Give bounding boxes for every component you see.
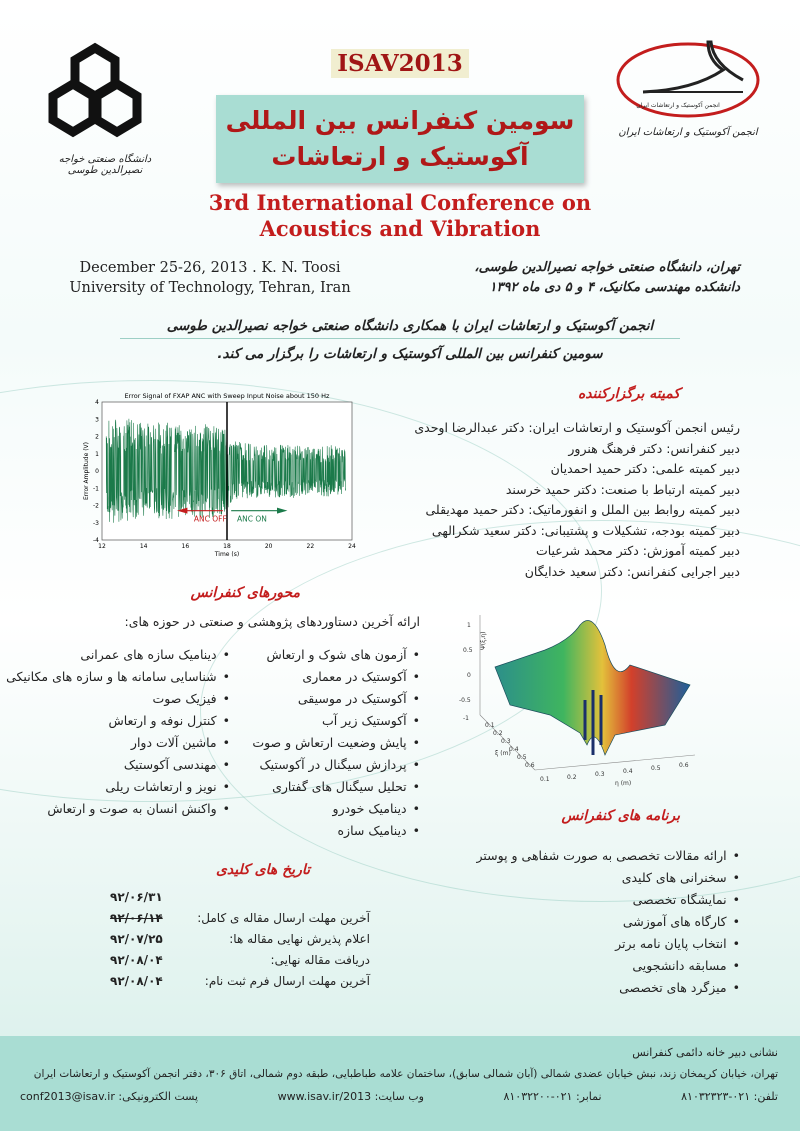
- date-value: ۹۲/۰۷/۲۵: [110, 932, 163, 946]
- surface-z-label: Ψ(ξ,η): [480, 631, 487, 650]
- surface-x-tick: 0.4: [623, 768, 633, 775]
- committee-list: [400, 418, 740, 582]
- surface-z-tick: -0.5: [459, 697, 471, 704]
- y-tick-label: -1: [93, 485, 99, 493]
- topic-item: • آکوستیک در معماری: [230, 666, 420, 688]
- x-tick-label: 20: [264, 543, 273, 550]
- isav-logo: [608, 30, 768, 138]
- surface-y-label: ξ (m): [495, 750, 511, 757]
- footer-address: تهران، خیابان کریمخان زند، نبش خیابان عضدی شمالی (آبان شمالی سابق)، ساختمان علامه طباطبایی، طبقه دوم شمالی، اتاق ۳۰۶، دفتر انجمن آکوستیک و ارتعاشات ایران: [33, 1068, 778, 1080]
- committee-item: رئیس انجمن آکوستیک و ارتعاشات ایران: دکتر عبدالرضا اوحدی: [414, 420, 740, 435]
- topic-item: • مهندسی آکوستیک: [20, 754, 230, 776]
- surface-x-tick: 0.5: [651, 765, 661, 772]
- kntu-emblem-icon: [45, 40, 145, 140]
- committee-item: دبیر کمیته علمی: دکتر حمید احمدیان: [550, 461, 740, 476]
- y-tick-label: -3: [93, 519, 99, 527]
- fa-title-line2: آکوستیک و ارتعاشات: [271, 142, 529, 171]
- surface-x-label: η (m): [615, 780, 632, 787]
- topic-item: • دینامیک سازه: [230, 820, 420, 842]
- topic-item: • شناسایی سامانه ها و سازه های مکانیکی: [20, 666, 230, 688]
- venue-en-line2: University of Technology, Tehran, Iran: [69, 280, 351, 296]
- program-item: • میزگرد های تخصصی: [470, 977, 740, 999]
- footer-phone: [681, 1090, 778, 1103]
- isav-caption: انجمن آکوستیک و ارتعاشات ایران: [618, 127, 758, 138]
- fa-title-line1: سومین کنفرانس بین المللی: [225, 106, 575, 135]
- date-label: اعلام پذیرش نهایی مقاله ها:: [229, 932, 370, 946]
- x-tick-label: 22: [306, 543, 315, 550]
- surface-z-tick: 1: [467, 622, 471, 629]
- phone-value: ۰۲۱-۸۱۰۳۲۳۲۳: [681, 1090, 751, 1103]
- committee-title: کمیته برگزارکننده: [577, 386, 680, 402]
- topic-item: • پردازش سیگنال در آکوستیک: [230, 754, 420, 776]
- x-tick-label: 18: [223, 543, 231, 550]
- web-label: وب سایت:: [374, 1090, 424, 1103]
- program-item: • ارائه مقالات تخصصی به صورت شفاهی و پوستر: [470, 845, 740, 867]
- topic-item: • پایش وضعیت ارتعاش و صوت: [230, 732, 420, 754]
- date-row: [110, 932, 370, 953]
- surface-z-tick: 0: [467, 672, 471, 679]
- y-tick-label: -2: [93, 502, 99, 510]
- committee-item: دبیر کمیته بودجه، تشکیلات و پشتیبانی: دکتر سعید شکرالهی: [431, 522, 740, 538]
- topic-item: • آکوستیک زیر آب: [230, 710, 420, 732]
- intro-line2: سومین کنفرانس بین المللی آکوستیک و ارتعاشات را برگزار می کند.: [217, 346, 603, 362]
- topic-item: • کنترل نوفه و ارتعاش: [20, 710, 230, 732]
- x-tick-label: 24: [348, 543, 356, 550]
- topic-item: • نویز و ارتعاشات ریلی: [20, 776, 230, 798]
- y-tick-label: 2: [95, 433, 99, 441]
- footer-contacts: [20, 1090, 778, 1103]
- surface-y-tick: 0.4: [509, 746, 519, 753]
- kntu-logo: [45, 40, 165, 176]
- web-link[interactable]: www.isav.ir/2013: [277, 1090, 372, 1103]
- topic-item: • آزمون های شوک و ارتعاش: [230, 644, 420, 666]
- surface-chart: [455, 605, 725, 790]
- conf-code: ISAV2013: [331, 49, 468, 78]
- surface-y-tick: 0.1: [485, 722, 495, 729]
- y-tick-label: -4: [93, 537, 99, 544]
- phone-label: تلفن:: [753, 1090, 778, 1103]
- anc-on-label: ANC ON: [237, 514, 267, 524]
- venue-en-line1: December 25-26, 2013 . K. N. Toosi: [79, 260, 341, 276]
- y-tick-label: 4: [95, 399, 99, 406]
- x-tick-label: 12: [98, 543, 106, 550]
- surface-x-tick: 0.2: [567, 774, 577, 781]
- footer-web: [278, 1090, 424, 1103]
- date-value: ۹۲/۰۸/۰۴: [110, 974, 163, 988]
- program-item: • مسابقه دانشجویی: [470, 955, 740, 977]
- x-axis-label: Time (s): [214, 551, 240, 558]
- topic-item: • تحلیل سیگنال های گفتاری: [230, 776, 420, 798]
- date-row: [110, 974, 370, 995]
- surface-x-tick: 0.1: [540, 776, 550, 783]
- y-tick-label: 3: [95, 416, 99, 424]
- surface-y-tick: 0.2: [493, 730, 503, 737]
- date-value: ۹۲/۰۸/۰۴: [110, 953, 163, 967]
- fax-value: ۰۲۱-۸۱۰۳۲۲۰۰: [503, 1090, 573, 1103]
- isav-logo-inner-text: انجمن آکوستیک و ارتعاشات ایران: [636, 102, 720, 109]
- surface-y-tick: 0.6: [525, 762, 535, 769]
- surface-y-tick: 0.3: [501, 738, 511, 745]
- venue-fa-line2: دانشکده مهندسی مکانیک، ۴ و ۵ دی ماه ۱۳۹۲: [489, 280, 740, 295]
- date-value: ۹۲/۰۶/۱۴: [110, 911, 163, 925]
- surface-z-tick: 0.5: [463, 647, 473, 654]
- intro-text: [100, 312, 720, 368]
- surface-svg: [455, 605, 725, 790]
- topic-item: • فیزیک صوت: [20, 688, 230, 710]
- kntu-caption: دانشگاه صنعتی خواجه نصیرالدین طوسی: [58, 154, 152, 176]
- committee-item: دبیر اجرایی کنفرانس: دکتر سعید خدایگان: [524, 563, 740, 579]
- committee-item: دبیر کمیته آموزش: دکتر محمد شرعیات: [535, 543, 740, 558]
- error-signal-svg: [80, 390, 380, 570]
- venue-fa-line1: تهران، دانشگاه صنعتی خواجه نصیرالدین طوسی،: [474, 260, 740, 275]
- x-tick-label: 14: [139, 543, 148, 550]
- program-item: • سخنرانی های کلیدی: [470, 867, 740, 889]
- program-item: • نمایشگاه تخصصی: [470, 889, 740, 911]
- y-tick-label: 1: [95, 450, 99, 458]
- anc-off-label: ANC OFF: [193, 514, 227, 524]
- en-title-line1: 3rd International Conference on: [208, 190, 592, 215]
- en-title-line2: Acoustics and Vibration: [259, 216, 541, 241]
- venue-en: [60, 258, 360, 298]
- topic-item: • واکنش انسان به صوت و ارتعاش: [20, 798, 230, 820]
- topics-col-right: [230, 644, 420, 842]
- topics-col-left: [6, 644, 230, 820]
- topics-intro: ارائه آخرین دستاوردهای پژوهشی و صنعتی در حوزه های:: [124, 614, 420, 629]
- fax-label: نمابر:: [575, 1090, 602, 1103]
- date-row: [110, 911, 370, 932]
- date-row: [110, 953, 370, 974]
- venue-fa: [420, 258, 740, 298]
- topic-item: • دینامیک خودرو: [230, 798, 420, 820]
- program-item: • انتخاب پایان نامه برتر: [470, 933, 740, 955]
- footer: [0, 1036, 800, 1131]
- email-link[interactable]: conf2013@isav.ir: [20, 1090, 115, 1103]
- footer-email: [20, 1090, 198, 1103]
- intro-line1: انجمن آکوستیک و ارتعاشات ایران با همکاری دانشگاه صنعتی خواجه نصیرالدین طوسی: [166, 318, 654, 334]
- footer-fax: [503, 1090, 601, 1103]
- date-label: آخرین مهلت ارسال فرم ثبت نام:: [204, 974, 370, 988]
- footer-title: نشانی دبیر خانه دائمی کنفرانس: [632, 1046, 778, 1059]
- dates-title: تاریخ های کلیدی: [215, 862, 310, 878]
- email-label: پست الکترونیکی:: [118, 1090, 199, 1103]
- date-row: [110, 890, 370, 911]
- conf-code-box: [300, 50, 500, 77]
- topics-title: محورهای کنفرانس: [190, 585, 300, 601]
- topic-item: • ماشین آلات دوار: [20, 732, 230, 754]
- date-label: دریافت مقاله نهایی:: [270, 953, 370, 967]
- program-item: • کارگاه های آموزشی: [470, 911, 740, 933]
- programs-list: [470, 845, 740, 999]
- y-axis-label: Error Amplitude (V): [83, 442, 90, 500]
- error-signal-chart: [80, 390, 380, 570]
- date-value: ۹۲/۰۶/۳۱: [110, 890, 163, 904]
- committee-item: دبیر کنفرانس: دکتر فرهنگ هنرور: [568, 440, 740, 456]
- topic-item: • دینامیک سازه های عمرانی: [20, 644, 230, 666]
- programs-title: برنامه های کنفرانس: [561, 808, 680, 824]
- surface-y-tick: 0.5: [517, 754, 527, 761]
- y-tick-label: 0: [95, 468, 99, 475]
- dates-table: [110, 890, 370, 995]
- committee-item: دبیر کمیته ارتباط با صنعت: دکتر حمید خرسند: [505, 481, 740, 497]
- fa-title-banner: [216, 95, 584, 183]
- surface-x-tick: 0.6: [679, 762, 689, 769]
- topic-item: • آکوستیک در موسیقی: [230, 688, 420, 710]
- chart-title: Error Signal of FXAP ANC with Sweep Input Noise about 150 Hz: [124, 392, 330, 400]
- intro-divider: [120, 338, 680, 339]
- date-label: آخرین مهلت ارسال مقاله ی کامل:: [197, 911, 370, 925]
- surface-x-tick: 0.3: [595, 771, 605, 778]
- surface-z-tick: -1: [463, 715, 469, 722]
- x-tick-label: 16: [181, 543, 190, 550]
- committee-item: دبیر کمیته روابط بین الملل و انفورماتیک: دکتر حمید مهدیقلی: [425, 502, 740, 517]
- en-title: [180, 190, 620, 242]
